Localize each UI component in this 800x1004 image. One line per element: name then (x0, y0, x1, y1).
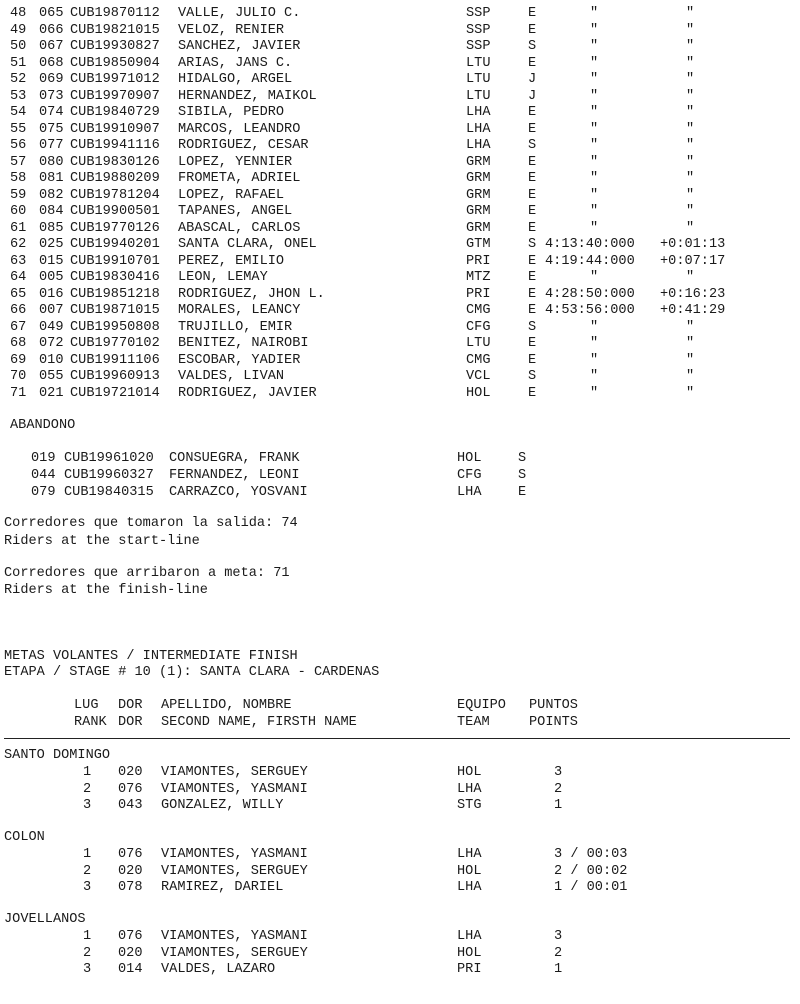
category-cell: S (528, 237, 537, 252)
team-cell: GRM (466, 220, 491, 236)
team-cell: GRM (466, 204, 491, 219)
time-cell: " (590, 121, 599, 137)
started-count-es: Corredores que tomaron la salida: 74 (4, 516, 298, 531)
dorsal-cell: 014 (118, 962, 143, 977)
rank-cell: 55 (10, 121, 27, 137)
dorsal-cell: 080 (39, 154, 64, 170)
points-cell: 2 (554, 945, 563, 961)
category-cell: E (528, 22, 537, 38)
uci-code-cell: CUB19950808 (70, 319, 160, 335)
dorsal-cell: 025 (39, 237, 64, 252)
category-cell: E (528, 187, 537, 203)
category-cell: E (518, 485, 527, 500)
dorsal-cell: 076 (118, 929, 143, 944)
time-cell: " (590, 270, 599, 285)
time-cell: " (590, 6, 599, 21)
rider-name-cell: VIAMONTES, YASMANI (161, 847, 308, 862)
category-cell: E (528, 220, 537, 236)
team-cell: SSP (466, 39, 491, 54)
rank-cell: 59 (10, 187, 27, 203)
uci-code-cell: CUB19960913 (70, 369, 160, 384)
header-rank: RANK (74, 715, 107, 730)
rider-name-cell: SANTA CLARA, ONEL (178, 237, 317, 252)
rank-cell: 1 (83, 929, 92, 944)
uci-code-cell: CUB19960327 (64, 468, 154, 483)
category-cell: E (528, 303, 537, 318)
team-cell: PRI (466, 253, 491, 269)
header-dorsal: DOR (118, 715, 143, 730)
time-cell: " (590, 105, 599, 120)
uci-code-cell: CUB19850904 (70, 55, 160, 71)
category-cell: E (528, 286, 537, 302)
rider-name-cell: GONZALEZ, WILLY (161, 798, 284, 813)
finished-count-en: Riders at the finish-line (4, 583, 208, 598)
category-cell: E (528, 352, 537, 368)
uci-code-cell: CUB19830416 (70, 270, 160, 285)
category-cell: E (528, 171, 537, 186)
gap-cell: +0:41:29 (660, 303, 726, 318)
category-cell: E (528, 105, 537, 120)
dorsal-cell: 055 (39, 369, 64, 384)
dorsal-cell: 078 (118, 880, 143, 895)
rank-cell: 1 (83, 765, 92, 780)
category-cell: E (528, 6, 537, 21)
rider-name-cell: VIAMONTES, YASMANI (161, 781, 308, 797)
gap-cell: +0:16:23 (660, 286, 726, 302)
team-cell: CFG (466, 319, 491, 335)
team-cell: GRM (466, 171, 491, 186)
finished-count-es: Corredores que arribaron a meta: 71 (4, 566, 290, 581)
dorsal-cell: 082 (39, 187, 64, 203)
header-divider (4, 738, 790, 739)
time-cell: 4:53:56:000 (545, 303, 635, 318)
category-cell: J (528, 72, 537, 87)
team-cell: LHA (466, 138, 491, 153)
sprint-location: SANTO DOMINGO (4, 748, 111, 763)
team-cell: HOL (466, 385, 491, 401)
time-cell: 4:28:50:000 (545, 286, 635, 302)
rider-name-cell: VIAMONTES, SERGUEY (161, 945, 308, 961)
rank-cell: 68 (10, 336, 27, 351)
gap-cell: " (686, 385, 695, 401)
rank-cell: 48 (10, 6, 27, 21)
time-cell: " (590, 369, 599, 384)
dorsal-cell: 076 (118, 847, 143, 862)
category-cell: E (528, 253, 537, 269)
rider-name-cell: VELOZ, RENIER (178, 22, 285, 38)
category-cell: E (528, 270, 537, 285)
dorsal-cell: 085 (39, 220, 64, 236)
rank-cell: 54 (10, 105, 27, 120)
dorsal-cell: 043 (118, 798, 143, 813)
category-cell: S (528, 369, 537, 384)
header-points: POINTS (529, 715, 578, 730)
rider-name-cell: FERNANDEZ, LEONI (169, 468, 300, 483)
rank-cell: 56 (10, 138, 27, 153)
team-cell: LHA (466, 121, 491, 137)
gap-cell: " (686, 88, 695, 104)
dorsal-cell: 075 (39, 121, 64, 137)
rank-cell: 67 (10, 319, 27, 335)
gap-cell: " (686, 171, 695, 186)
rider-name-cell: RODRIGUEZ, JAVIER (178, 385, 317, 401)
rider-name-cell: MORALES, LEANCY (178, 303, 301, 318)
gap-cell: " (686, 6, 695, 21)
header-points: PUNTOS (529, 698, 578, 713)
rank-cell: 71 (10, 385, 27, 401)
rider-name-cell: RODRIGUEZ, CESAR (178, 138, 309, 153)
rider-name-cell: ESCOBAR, YADIER (178, 352, 301, 368)
time-cell: " (590, 72, 599, 87)
team-cell: LHA (466, 105, 491, 120)
uci-code-cell: CUB19910907 (70, 121, 160, 137)
category-cell: E (528, 336, 537, 351)
points-cell: 3 (554, 929, 563, 944)
rank-cell: 65 (10, 286, 27, 302)
team-cell: CFG (457, 468, 482, 483)
team-cell: PRI (457, 962, 482, 977)
rank-cell: 58 (10, 171, 27, 186)
dorsal-cell: 072 (39, 336, 64, 351)
rider-name-cell: VALDES, LAZARO (161, 962, 276, 977)
sprint-location: JOVELLANOS (4, 912, 86, 927)
team-cell: GTM (466, 237, 491, 252)
header-team: EQUIPO (457, 698, 506, 713)
time-cell: " (590, 352, 599, 368)
time-cell: " (590, 171, 599, 186)
time-cell: 4:13:40:000 (545, 237, 635, 252)
team-cell: LTU (466, 336, 491, 351)
dorsal-cell: 076 (118, 781, 143, 797)
uci-code-cell: CUB19770102 (70, 336, 160, 351)
category-cell: S (518, 451, 527, 466)
rider-name-cell: LOPEZ, YENNIER (178, 154, 293, 170)
uci-code-cell: CUB19840729 (70, 105, 160, 120)
dorsal-cell: 077 (39, 138, 64, 153)
rider-name-cell: CARRAZCO, YOSVANI (169, 485, 308, 500)
time-cell: " (590, 187, 599, 203)
dorsal-cell: 079 (31, 485, 56, 500)
rider-name-cell: RAMIREZ, DARIEL (161, 880, 284, 895)
rider-name-cell: VALLE, JULIO C. (178, 6, 301, 21)
category-cell: E (528, 385, 537, 401)
rank-cell: 52 (10, 72, 27, 87)
rider-name-cell: VALDES, LIVAN (178, 369, 285, 384)
uci-code-cell: CUB19971012 (70, 72, 160, 87)
team-cell: LHA (457, 880, 482, 895)
dorsal-cell: 066 (39, 22, 64, 38)
rank-cell: 63 (10, 253, 27, 269)
abandono-title: ABANDONO (10, 418, 76, 433)
uci-code-cell: CUB19870112 (70, 6, 160, 21)
category-cell: S (528, 39, 537, 54)
rider-name-cell: RODRIGUEZ, JHON L. (178, 286, 325, 302)
dorsal-cell: 020 (118, 765, 143, 780)
category-cell: E (528, 154, 537, 170)
rank-cell: 51 (10, 55, 27, 71)
uci-code-cell: CUB19880209 (70, 171, 160, 186)
team-cell: HOL (457, 945, 482, 961)
team-cell: HOL (457, 765, 482, 780)
uci-code-cell: CUB19911106 (70, 352, 160, 368)
uci-code-cell: CUB19770126 (70, 220, 160, 236)
header-name: APELLIDO, NOMBRE (161, 698, 292, 713)
gap-cell: +0:01:13 (660, 237, 726, 252)
team-cell: GRM (466, 187, 491, 203)
gap-cell: " (686, 336, 695, 351)
rank-cell: 70 (10, 369, 27, 384)
dorsal-cell: 020 (118, 863, 143, 879)
uci-code-cell: CUB19930827 (70, 39, 160, 54)
gap-cell: " (686, 138, 695, 153)
rider-name-cell: CONSUEGRA, FRANK (169, 451, 300, 466)
rider-name-cell: HIDALGO, ARGEL (178, 72, 293, 87)
rank-cell: 3 (83, 962, 92, 977)
rank-cell: 64 (10, 270, 27, 285)
team-cell: LHA (457, 781, 482, 797)
rider-name-cell: BENITEZ, NAIROBI (178, 336, 309, 351)
category-cell: S (518, 468, 527, 483)
points-cell: 1 (554, 798, 563, 813)
intermediate-title: METAS VOLANTES / INTERMEDIATE FINISH (4, 649, 298, 664)
uci-code-cell: CUB19721014 (70, 385, 160, 401)
header-dorsal: DOR (118, 698, 143, 713)
gap-cell: +0:07:17 (660, 253, 726, 269)
dorsal-cell: 069 (39, 72, 64, 87)
uci-code-cell: CUB19970907 (70, 88, 160, 104)
time-cell: " (590, 220, 599, 236)
dorsal-cell: 020 (118, 945, 143, 961)
time-cell: " (590, 39, 599, 54)
header-name: SECOND NAME, FIRSTH NAME (161, 715, 357, 730)
team-cell: CMG (466, 352, 491, 368)
gap-cell: " (686, 187, 695, 203)
rank-cell: 50 (10, 39, 27, 54)
points-cell: 2 (554, 781, 563, 797)
team-cell: HOL (457, 451, 482, 466)
uci-code-cell: CUB19961020 (64, 451, 154, 466)
dorsal-cell: 007 (39, 303, 64, 318)
uci-code-cell: CUB19910701 (70, 253, 160, 269)
dorsal-cell: 015 (39, 253, 64, 269)
dorsal-cell: 068 (39, 55, 64, 71)
rider-name-cell: FROMETA, ADRIEL (178, 171, 301, 186)
dorsal-cell: 005 (39, 270, 64, 285)
time-cell: " (590, 385, 599, 401)
team-cell: LTU (466, 88, 491, 104)
dorsal-cell: 065 (39, 6, 64, 21)
team-cell: LHA (457, 929, 482, 944)
rank-cell: 57 (10, 154, 27, 170)
dorsal-cell: 049 (39, 319, 64, 335)
stage-title: ETAPA / STAGE # 10 (1): SANTA CLARA - CARDENAS (4, 665, 380, 680)
category-cell: J (528, 88, 537, 104)
time-cell: 4:19:44:000 (545, 253, 635, 269)
header-team: TEAM (457, 715, 490, 730)
dorsal-cell: 019 (31, 451, 56, 466)
dorsal-cell: 084 (39, 204, 64, 219)
dorsal-cell: 073 (39, 88, 64, 104)
gap-cell: " (686, 105, 695, 120)
dorsal-cell: 016 (39, 286, 64, 302)
team-cell: LHA (457, 847, 482, 862)
dorsal-cell: 081 (39, 171, 64, 186)
gap-cell: " (686, 270, 695, 285)
sprint-location: COLON (4, 830, 45, 845)
rank-cell: 1 (83, 847, 92, 862)
rank-cell: 3 (83, 798, 92, 813)
uci-code-cell: CUB19940201 (70, 237, 160, 252)
team-cell: VCL (466, 369, 491, 384)
team-cell: CMG (466, 303, 491, 318)
time-cell: " (590, 55, 599, 71)
rank-cell: 62 (10, 237, 27, 252)
gap-cell: " (686, 319, 695, 335)
gap-cell: " (686, 39, 695, 54)
dorsal-cell: 010 (39, 352, 64, 368)
dorsal-cell: 067 (39, 39, 64, 54)
rider-name-cell: ARIAS, JANS C. (178, 55, 293, 71)
team-cell: SSP (466, 6, 491, 21)
gap-cell: " (686, 352, 695, 368)
uci-code-cell: CUB19871015 (70, 303, 160, 318)
category-cell: E (528, 55, 537, 71)
uci-code-cell: CUB19900501 (70, 204, 160, 219)
points-cell: 1 / 00:01 (554, 880, 628, 895)
uci-code-cell: CUB19781204 (70, 187, 160, 203)
started-count-en: Riders at the start-line (4, 534, 200, 549)
category-cell: S (528, 319, 537, 335)
uci-code-cell: CUB19840315 (64, 485, 154, 500)
team-cell: LTU (466, 72, 491, 87)
rider-name-cell: LOPEZ, RAFAEL (178, 187, 285, 203)
rider-name-cell: LEON, LEMAY (178, 270, 268, 285)
team-cell: STG (457, 798, 482, 813)
category-cell: E (528, 121, 537, 137)
rank-cell: 3 (83, 880, 92, 895)
rider-name-cell: VIAMONTES, SERGUEY (161, 765, 308, 780)
time-cell: " (590, 88, 599, 104)
gap-cell: " (686, 369, 695, 384)
rider-name-cell: VIAMONTES, YASMANI (161, 929, 308, 944)
rider-name-cell: ABASCAL, CARLOS (178, 220, 301, 236)
header-rank: LUG (74, 698, 99, 713)
time-cell: " (590, 138, 599, 153)
rider-name-cell: SANCHEZ, JAVIER (178, 39, 301, 54)
rank-cell: 61 (10, 220, 27, 236)
dorsal-cell: 074 (39, 105, 64, 120)
gap-cell: " (686, 55, 695, 71)
rider-name-cell: TAPANES, ANGEL (178, 204, 293, 219)
rank-cell: 2 (83, 945, 92, 961)
rider-name-cell: VIAMONTES, SERGUEY (161, 863, 308, 879)
gap-cell: " (686, 220, 695, 236)
time-cell: " (590, 204, 599, 219)
points-cell: 1 (554, 962, 563, 977)
time-cell: " (590, 22, 599, 38)
rank-cell: 53 (10, 88, 27, 104)
rank-cell: 2 (83, 781, 92, 797)
rider-name-cell: HERNANDEZ, MAIKOL (178, 88, 317, 104)
team-cell: LTU (466, 55, 491, 71)
rank-cell: 69 (10, 352, 27, 368)
rank-cell: 66 (10, 303, 27, 318)
uci-code-cell: CUB19941116 (70, 138, 160, 153)
dorsal-cell: 044 (31, 468, 56, 483)
time-cell: " (590, 336, 599, 351)
gap-cell: " (686, 204, 695, 219)
category-cell: S (528, 138, 537, 153)
rank-cell: 49 (10, 22, 27, 38)
uci-code-cell: CUB19851218 (70, 286, 160, 302)
team-cell: MTZ (466, 270, 491, 285)
time-cell: " (590, 154, 599, 170)
rider-name-cell: TRUJILLO, EMIR (178, 319, 293, 335)
team-cell: HOL (457, 863, 482, 879)
rider-name-cell: PEREZ, EMILIO (178, 253, 285, 269)
points-cell: 2 / 00:02 (554, 863, 628, 879)
gap-cell: " (686, 22, 695, 38)
uci-code-cell: CUB19830126 (70, 154, 160, 170)
rider-name-cell: SIBILA, PEDRO (178, 105, 285, 120)
points-cell: 3 (554, 765, 563, 780)
points-cell: 3 / 00:03 (554, 847, 628, 862)
gap-cell: " (686, 72, 695, 87)
gap-cell: " (686, 121, 695, 137)
rank-cell: 2 (83, 863, 92, 879)
gap-cell: " (686, 154, 695, 170)
category-cell: E (528, 204, 537, 219)
rider-name-cell: MARCOS, LEANDRO (178, 121, 301, 137)
team-cell: PRI (466, 286, 491, 302)
team-cell: GRM (466, 154, 491, 170)
time-cell: " (590, 319, 599, 335)
team-cell: SSP (466, 22, 491, 38)
dorsal-cell: 021 (39, 385, 64, 401)
rank-cell: 60 (10, 204, 27, 219)
team-cell: LHA (457, 485, 482, 500)
uci-code-cell: CUB19821015 (70, 22, 160, 38)
